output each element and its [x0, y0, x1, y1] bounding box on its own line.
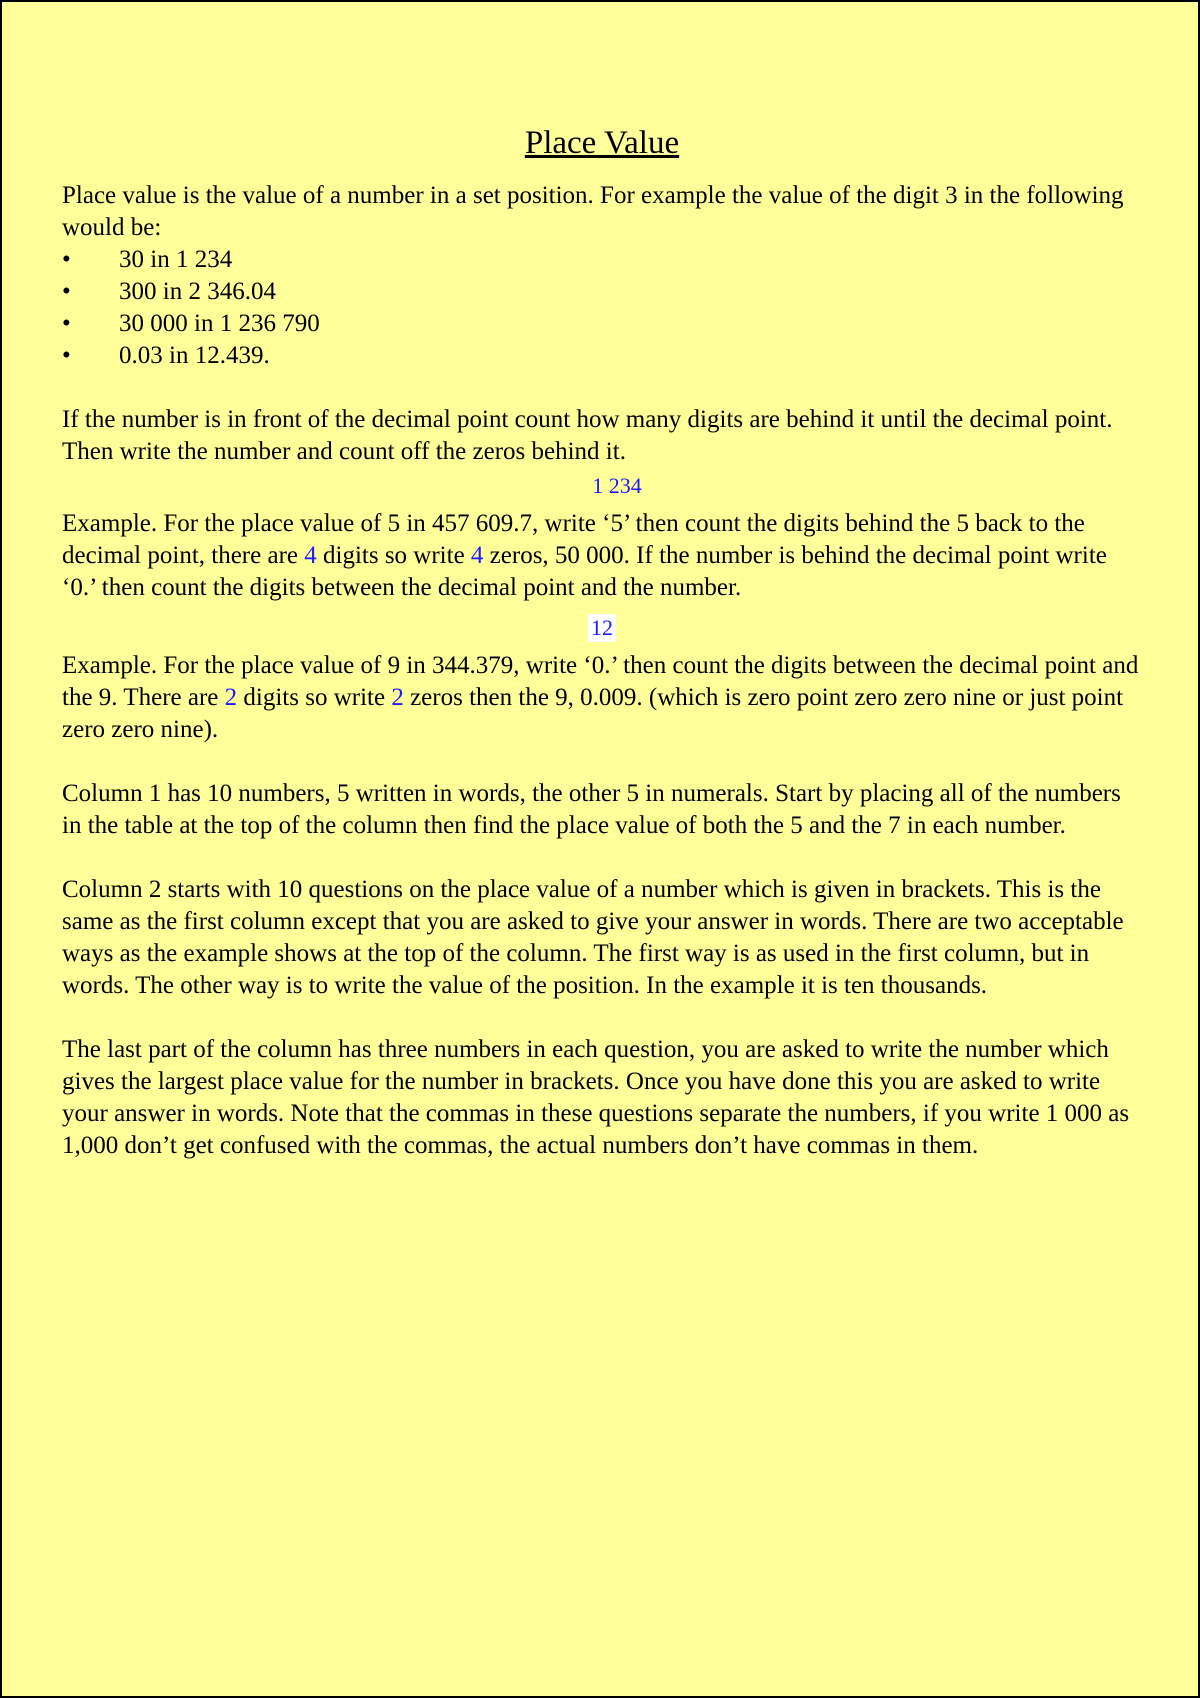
example-paragraph-1 [62, 508, 1142, 604]
bullet-icon: • [62, 246, 71, 273]
bullet-text: 30 000 in 1 236 790 [119, 310, 320, 337]
document-content [62, 120, 1142, 1162]
highlighted-number: 4 [304, 542, 317, 569]
bullet-icon: • [62, 310, 71, 337]
example-text: Example. For the place value of 9 in 344.379, write ‘0.’ then count the digits between the decimal point and the 9. There are [62, 652, 1139, 711]
bullet-item [62, 340, 1142, 372]
digit-count-annotation [62, 610, 1142, 650]
bullet-icon: • [62, 278, 71, 305]
bullet-text: 0.03 in 12.439. [119, 342, 270, 369]
column-1-paragraph: Column 1 has 10 numbers, 5 written in words, the other 5 in numerals. Start by placing all of the numbers in the table at the top of the column then find the place value of both the 5 and the 7 in each number. [62, 780, 1121, 839]
intro-paragraph: Place value is the value of a number in a set position. For example the value of the digit 3 in the following would be: [62, 182, 1124, 241]
highlighted-number: 4 [470, 542, 484, 569]
annotation-text: 1 234 [592, 473, 642, 498]
paragraph-spacer [62, 842, 1142, 874]
example-text: digits so write [237, 684, 392, 711]
front-of-decimal-paragraph: If the number is in front of the decimal point count how many digits are behind it until the decimal point. Then write the number and count off the zeros behind it. [62, 406, 1113, 465]
example-text: digits so write [316, 542, 471, 569]
bullet-item [62, 244, 1142, 276]
annotation-text: 12 [588, 614, 616, 642]
bullet-text: 30 in 1 234 [119, 246, 233, 273]
bullet-item [62, 308, 1142, 340]
example-paragraph-2 [62, 650, 1142, 746]
column-2-paragraph: Column 2 starts with 10 questions on the place value of a number which is given in brackets. This is the same as the first column except that you are asked to give your answer in words. There are two acceptable ways as the example shows at the top of the column. The first way is as used in the first column, but in words. The other way is to write the value of the position. In the example it is ten thousands. [62, 876, 1124, 999]
highlighted-number: 2 [391, 684, 404, 711]
page-title: Place Value [524, 125, 680, 161]
bullet-text: 300 in 2 346.04 [119, 278, 276, 305]
example-text: Example. For the place value of 5 in 457 609.7, write ‘5’ then count the digits behind the 5 back to the decimal point, there are [62, 510, 1085, 569]
example-text: zeros, 50 000. If the number is behind the decimal point write ‘0.’ then count the digits between the decimal point and the number. [62, 542, 1107, 601]
paragraph-spacer [62, 1002, 1142, 1034]
paragraph-spacer [62, 746, 1142, 778]
digit-count-annotation [62, 468, 1142, 508]
example-text: zeros then the 9, 0.009. (which is zero point zero zero nine or just point zero zero nine). [62, 684, 1124, 743]
bullet-item [62, 276, 1142, 308]
paragraph-spacer [62, 372, 1142, 404]
bullet-icon: • [62, 342, 71, 369]
last-part-paragraph: The last part of the column has three numbers in each question, you are asked to write the number which gives the largest place value for the number in brackets. Once you have done this you are asked to write your answer in words. Note that the commas in these questions separate the numbers, if you write 1 000 as 1,000 don’t get confused with the commas, the actual numbers don’t have commas in them. [62, 1036, 1130, 1159]
example-bullet-list [62, 244, 1142, 372]
highlighted-number: 2 [224, 684, 238, 711]
